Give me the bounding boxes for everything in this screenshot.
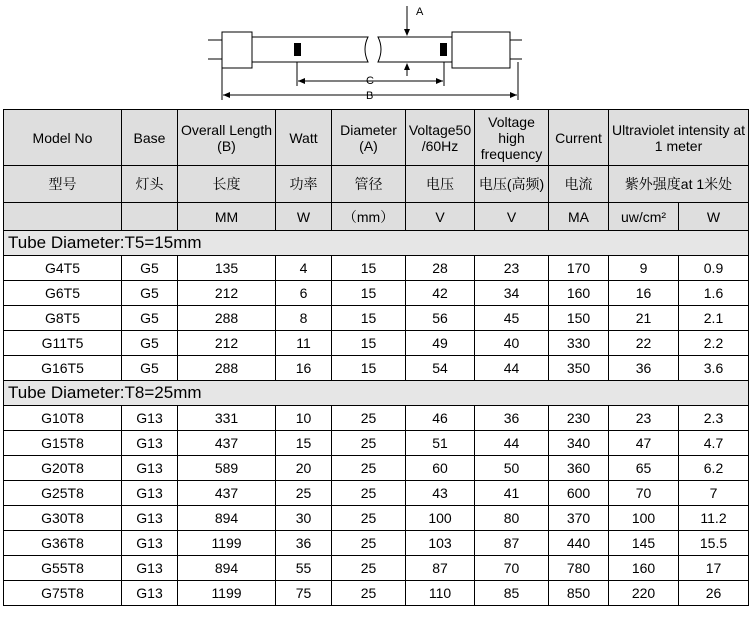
cell-uv-intensity: 100 (609, 506, 679, 531)
cell-model: G75T8 (4, 581, 122, 606)
cell-current: 370 (549, 506, 609, 531)
right-end-cap (452, 32, 510, 68)
right-filament (440, 43, 447, 56)
dim-b-right-arrowhead (510, 92, 517, 98)
cell-diameter: 25 (332, 531, 406, 556)
cell-uv-intensity: 23 (609, 406, 679, 431)
dim-b-label: B (366, 90, 374, 102)
cell-base: G13 (122, 556, 178, 581)
cell-voltage: 28 (406, 256, 475, 281)
cell-voltage: 46 (406, 406, 475, 431)
cell-base: G5 (122, 281, 178, 306)
cell-voltage-hf: 44 (475, 431, 549, 456)
cell-uv-watt: 7 (679, 481, 749, 506)
header-cn-current: 电流 (549, 166, 609, 203)
cell-base: G5 (122, 356, 178, 381)
section-title: Tube Diameter:T8=25mm (4, 381, 749, 406)
table-row (4, 506, 749, 531)
cell-model: G30T8 (4, 506, 122, 531)
cell-current: 150 (549, 306, 609, 331)
header-row-units (4, 203, 749, 231)
table-row (4, 581, 749, 606)
unit-voltage: V (406, 203, 475, 231)
cell-watt: 11 (276, 331, 332, 356)
cell-watt: 30 (276, 506, 332, 531)
cell-voltage-hf: 87 (475, 531, 549, 556)
cell-voltage-hf: 34 (475, 281, 549, 306)
cell-current: 160 (549, 281, 609, 306)
cell-base: G5 (122, 331, 178, 356)
header-current: Current (549, 110, 609, 166)
left-filament (294, 43, 301, 56)
cell-diameter: 25 (332, 456, 406, 481)
unit-watt: W (276, 203, 332, 231)
cell-length: 894 (178, 556, 276, 581)
unit-voltage-hf: V (475, 203, 549, 231)
cell-diameter: 25 (332, 431, 406, 456)
cell-diameter: 25 (332, 481, 406, 506)
cell-uv-intensity: 220 (609, 581, 679, 606)
tube-dimension-diagram (200, 0, 540, 104)
cell-uv-intensity: 36 (609, 356, 679, 381)
cell-diameter: 25 (332, 506, 406, 531)
cell-diameter: 15 (332, 331, 406, 356)
cell-diameter: 15 (332, 281, 406, 306)
header-row-chinese (4, 166, 749, 203)
header-voltage-high-frequency: Voltage high frequency (475, 110, 549, 166)
cell-current: 440 (549, 531, 609, 556)
cell-model: G25T8 (4, 481, 122, 506)
unit-uv-watt: W (679, 203, 749, 231)
unit-base (122, 203, 178, 231)
cell-voltage-hf: 40 (475, 331, 549, 356)
cell-length: 437 (178, 431, 276, 456)
table-row (4, 306, 749, 331)
cell-voltage: 87 (406, 556, 475, 581)
table-row (4, 431, 749, 456)
cell-base: G5 (122, 256, 178, 281)
table-row (4, 456, 749, 481)
cell-diameter: 25 (332, 581, 406, 606)
header-voltage: Voltage50 /60Hz (406, 110, 475, 166)
dim-a-top-arrowhead (404, 29, 410, 36)
header-watt: Watt (276, 110, 332, 166)
cell-watt: 6 (276, 281, 332, 306)
cell-voltage-hf: 80 (475, 506, 549, 531)
cell-voltage: 60 (406, 456, 475, 481)
cell-voltage-hf: 23 (475, 256, 549, 281)
cell-voltage-hf: 45 (475, 306, 549, 331)
cell-uv-intensity: 22 (609, 331, 679, 356)
cell-diameter: 15 (332, 306, 406, 331)
cell-length: 288 (178, 306, 276, 331)
header-cn-power: 功率 (276, 166, 332, 203)
cell-uv-watt: 17 (679, 556, 749, 581)
header-overall-length: Overall Length (B) (178, 110, 276, 166)
header-cn-uv: 紫外强度at 1米处 (609, 166, 749, 203)
cell-length: 331 (178, 406, 276, 431)
header-row-english (4, 110, 749, 166)
cell-uv-watt: 6.2 (679, 456, 749, 481)
cell-current: 170 (549, 256, 609, 281)
cell-base: G13 (122, 456, 178, 481)
cell-watt: 75 (276, 581, 332, 606)
cell-uv-watt: 0.9 (679, 256, 749, 281)
header-model-no: Model No (4, 110, 122, 166)
lamp-spec-table (3, 109, 749, 606)
dim-c-label: C (366, 75, 374, 87)
cell-model: G20T8 (4, 456, 122, 481)
table-row (4, 531, 749, 556)
unit-uv-intensity: uw/cm² (609, 203, 679, 231)
dim-a-label: A (416, 6, 424, 18)
cell-model: G16T5 (4, 356, 122, 381)
cell-uv-watt: 4.7 (679, 431, 749, 456)
section-header-row (4, 381, 749, 406)
cell-watt: 36 (276, 531, 332, 556)
header-cn-model: 型号 (4, 166, 122, 203)
cell-watt: 25 (276, 481, 332, 506)
cell-voltage: 100 (406, 506, 475, 531)
cell-diameter: 15 (332, 256, 406, 281)
tube-body-left (252, 37, 368, 62)
cell-current: 360 (549, 456, 609, 481)
header-diameter: Diameter (A) (332, 110, 406, 166)
cell-base: G13 (122, 506, 178, 531)
table-row (4, 406, 749, 431)
cell-length: 288 (178, 356, 276, 381)
cell-voltage-hf: 70 (475, 556, 549, 581)
cell-uv-intensity: 160 (609, 556, 679, 581)
cell-diameter: 15 (332, 356, 406, 381)
cell-length: 135 (178, 256, 276, 281)
cell-length: 589 (178, 456, 276, 481)
cell-voltage-hf: 44 (475, 356, 549, 381)
table-row (4, 331, 749, 356)
table-row (4, 481, 749, 506)
cell-voltage: 54 (406, 356, 475, 381)
cell-base: G13 (122, 431, 178, 456)
cell-model: G55T8 (4, 556, 122, 581)
cell-length: 1199 (178, 531, 276, 556)
table-row (4, 281, 749, 306)
cell-uv-watt: 2.3 (679, 406, 749, 431)
cell-uv-intensity: 70 (609, 481, 679, 506)
cell-model: G36T8 (4, 531, 122, 556)
cell-length: 212 (178, 331, 276, 356)
header-cn-voltage: 电压 (406, 166, 475, 203)
cell-base: G5 (122, 306, 178, 331)
header-uv-intensity: Ultraviolet intensity at 1 meter (609, 110, 749, 166)
dim-c-right-arrowhead (436, 78, 443, 84)
cell-watt: 4 (276, 256, 332, 281)
cell-model: G10T8 (4, 406, 122, 431)
cell-voltage: 51 (406, 431, 475, 456)
cell-diameter: 25 (332, 556, 406, 581)
cell-voltage: 49 (406, 331, 475, 356)
cell-watt: 8 (276, 306, 332, 331)
cell-base: G13 (122, 406, 178, 431)
cell-uv-watt: 11.2 (679, 506, 749, 531)
dim-a-bottom-arrowhead (404, 63, 410, 70)
cell-current: 230 (549, 406, 609, 431)
cell-uv-watt: 26 (679, 581, 749, 606)
cell-voltage-hf: 36 (475, 406, 549, 431)
header-cn-voltage-hf: 电压(高频) (475, 166, 549, 203)
cell-current: 780 (549, 556, 609, 581)
unit-current: MA (549, 203, 609, 231)
cell-voltage: 103 (406, 531, 475, 556)
cell-diameter: 25 (332, 406, 406, 431)
cell-uv-watt: 1.6 (679, 281, 749, 306)
header-cn-diameter: 管径 (332, 166, 406, 203)
cell-model: G8T5 (4, 306, 122, 331)
section-title: Tube Diameter:T5=15mm (4, 231, 749, 256)
cell-voltage-hf: 85 (475, 581, 549, 606)
dim-c-left-arrowhead (298, 78, 305, 84)
unit-model (4, 203, 122, 231)
cell-uv-intensity: 21 (609, 306, 679, 331)
cell-current: 850 (549, 581, 609, 606)
table-row (4, 356, 749, 381)
cell-voltage: 110 (406, 581, 475, 606)
cell-base: G13 (122, 531, 178, 556)
cell-uv-watt: 3.6 (679, 356, 749, 381)
header-cn-base: 灯头 (122, 166, 178, 203)
cell-uv-watt: 2.1 (679, 306, 749, 331)
cell-uv-watt: 15.5 (679, 531, 749, 556)
dim-b-left-arrowhead (223, 92, 230, 98)
cell-watt: 16 (276, 356, 332, 381)
cell-uv-intensity: 47 (609, 431, 679, 456)
cell-length: 1199 (178, 581, 276, 606)
cell-voltage-hf: 41 (475, 481, 549, 506)
table-row (4, 256, 749, 281)
cell-uv-intensity: 145 (609, 531, 679, 556)
cell-watt: 20 (276, 456, 332, 481)
cell-current: 340 (549, 431, 609, 456)
cell-uv-intensity: 9 (609, 256, 679, 281)
cell-model: G4T5 (4, 256, 122, 281)
cell-model: G11T5 (4, 331, 122, 356)
cell-current: 330 (549, 331, 609, 356)
cell-watt: 10 (276, 406, 332, 431)
cell-model: G15T8 (4, 431, 122, 456)
header-cn-length: 长度 (178, 166, 276, 203)
header-base: Base (122, 110, 178, 166)
cell-watt: 55 (276, 556, 332, 581)
cell-base: G13 (122, 481, 178, 506)
cell-current: 350 (549, 356, 609, 381)
cell-uv-watt: 2.2 (679, 331, 749, 356)
section-header-row (4, 231, 749, 256)
cell-length: 212 (178, 281, 276, 306)
cell-length: 437 (178, 481, 276, 506)
cell-voltage: 43 (406, 481, 475, 506)
cell-uv-intensity: 16 (609, 281, 679, 306)
cell-voltage: 56 (406, 306, 475, 331)
table-row (4, 556, 749, 581)
cell-voltage: 42 (406, 281, 475, 306)
cell-uv-intensity: 65 (609, 456, 679, 481)
cell-length: 894 (178, 506, 276, 531)
cell-voltage-hf: 50 (475, 456, 549, 481)
unit-diameter: （mm） (332, 203, 406, 231)
left-end-cap (222, 32, 252, 68)
cell-model: G6T5 (4, 281, 122, 306)
cell-base: G13 (122, 581, 178, 606)
cell-watt: 15 (276, 431, 332, 456)
unit-length: MM (178, 203, 276, 231)
cell-current: 600 (549, 481, 609, 506)
